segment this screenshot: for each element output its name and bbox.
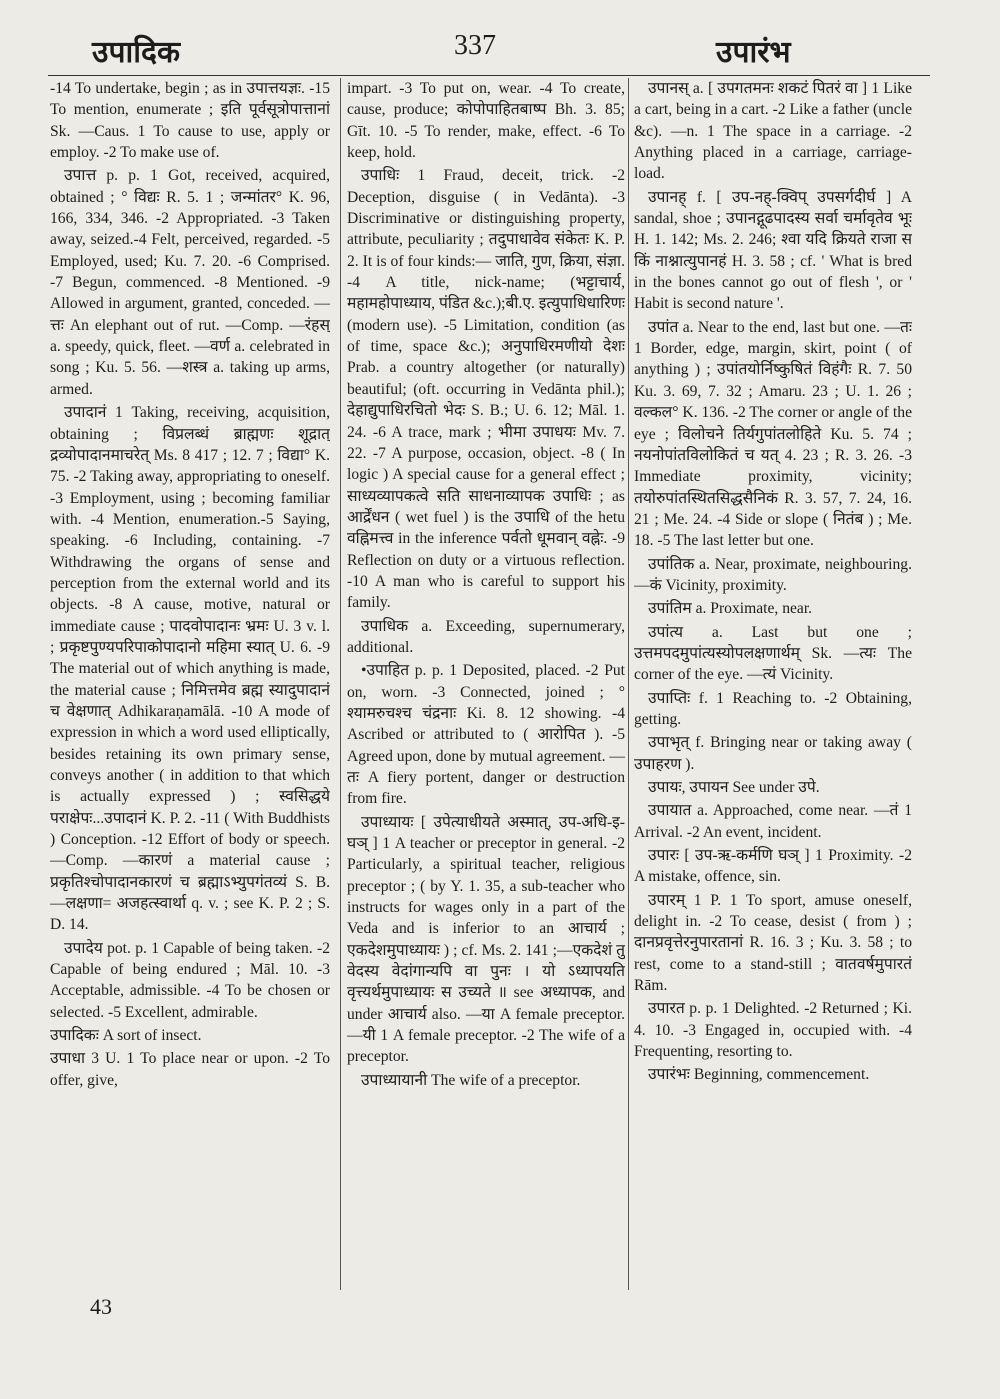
column-3 [634, 78, 912, 1290]
dictionary-entry: उपाधिः 1 Fraud, deceit, trick. -2 Deception, disguise ( in Vedānta). -3 Discriminative or distinguishing property, attribute, peculiarity ; तदुपाधावेव संकेतः K. P. 2. It is of four kinds:— जाति, गुण, क्रिया, संज्ञा. -4 A title, nick-name; (भट्टाचार्य, महामहोपाध्याय, पंडित &c.);बी.ए. इत्युपाधिधारिणः (modern use). -5 Limitation, condition (as of time, space &c.); अनुपाधिरमणीयो देशः Prab. a country altogether (or naturally) beautiful; (oft. occurring in Vedānta phil.); देहाद्युपाधिरचितो भेदः S. B.; U. 6. 12; Māl. 1. 24. -6 A trace, mark ; भीमा उपाधयः Mv. 7. 22. -7 A purpose, occasion, object. -8 ( In logic ) A special cause for a general effect ; साध्यव्यापकत्वे सति साधनाव्यापक उपाधिः ; as आर्द्रेंधन ( wet fuel ) is the उपाधि of the hetu वह्निमत्त्व in the inference पर्वतो धूमवान् वह्नेः. -9 Reflection on duty or a virtuous reflection. -10 A man who is careful to support his family. [347, 167, 625, 612]
dictionary-entry: उपांतिक a. Near, proximate, neighbouring. —कं Vicinity, proximity. [634, 555, 912, 594]
dictionary-entry: उपांतिम a. Proximate, near. [648, 600, 813, 618]
dictionary-entry: उपानह् f. [ उप-नह्-क्विप् उपसर्गदीर्घ ] A sandal, shoe ; उपानद्गूढपादस्य सर्वा चर्मावृतेव भूः H. 1. 142; Ms. 2. 246; श्वा यदि क्रियते राजा स किं नाश्नात्युपानहं H. 3. 58 ; cf. ' What is bred in the bones cannot go out of flesh ', or ' Habit is second nature '. [634, 188, 912, 313]
dictionary-entry: उपाधिक a. Exceeding, supernumerary, additional. [347, 617, 625, 656]
dictionary-entry: उपात्त p. p. 1 Got, received, acquired, obtained ; ° विद्यः R. 5. 1 ; जन्मांतर° K. 96, 166, 334, 346. -2 Appropriated. -3 Taken away, seized.-4 Felt, perceived, regarded. -5 Employed, used; Ku. 7. 20. -6 Comprised. -7 Begun, commenced. -8 Mentioned. -9 Allowed in argument, granted, conceded. —त्तः An elephant out of rut. —Comp. —रंहस् a. speedy, quick, fleet. —वर्ण a. celebrated in song ; Ku. 5. 56. —शस्त्र a. taking up arms, armed. [50, 167, 330, 398]
dictionary-entry: उपांत a. Near to the end, last but one. —तः 1 Border, edge, margin, skirt, point ( of anything ) ; उपांतयोर्निष्कुषितं विहंगैः R. 7. 50 Ku. 3. 69, 7. 32 ; Amaru. 23 ; U. 1. 26 ; वल्कल° K. 136. -2 The corner or angle of the eye ; विलोचने तिर्यगुपांतलोहिते Ku. 5. 74 ; नयनोपांतविलोकितं च यत् 4. 23 ; R. 3. 26. -3 Immediate proximity, vicinity; तयोरुपांतस्थितसिद्धसैनिकं R. 3. 57, 7. 24, 16. 21 ; Me. 24. -4 Side or slope ( नितंब ) ; Me. 18. -5 The last letter but one. [634, 318, 912, 550]
dictionary-entry: उपाभृत् f. Bringing near or taking away ( उपाहरण ). [634, 734, 912, 773]
header-rule [48, 75, 930, 76]
header-left-word: उपादिक [92, 36, 180, 69]
dictionary-entry: उपारम् 1 P. 1 To sport, amuse oneself, delight in. -2 To cease, desist ( from ) ; दानप्रवृत्तेरनुपारतानां R. 16. 3 ; Ku. 3. 58 ; to rest, come to a stand-still ; वातवर्षमुपारतं Rām. [634, 891, 912, 995]
signature-mark: 43 [90, 1294, 112, 1319]
dictionary-entry: •उपाहित p. p. 1 Deposited, placed. -2 Put on, worn. -3 Connected, joined ; ° श्यामरुचश्च चंद्रनाः Ki. 8. 12 showing. -4 Ascribed or attributed to ( आरोपित ). -5 Agreed upon, done by mutual agreement. —तः A fiery portent, danger or destruction from fire. [347, 662, 625, 808]
dictionary-entry: उपाधा 3 U. 1 To place near or upon. -2 To offer, give, [50, 1050, 330, 1089]
dictionary-entry: उपायः, उपायन See under उपे. [648, 779, 820, 796]
column-2 [347, 78, 625, 1290]
page-number: 337 [454, 30, 496, 61]
dictionary-entry: उपारत p. p. 1 Delighted. -2 Returned ; Ki. 4. 10. -3 Engaged in, occupied with. -4 Frequenting, resorting to. [634, 1000, 912, 1061]
dictionary-entry: उपारः [ उप-ऋ-कर्मणि घञ् ] 1 Proximity. -2 A mistake, offence, sin. [634, 847, 912, 886]
dictionary-entry: उपायात a. Approached, come near. —तं 1 Arrival. -2 An event, incident. [634, 802, 912, 841]
dictionary-entry: उपाध्यायानी The wife of a preceptor. [361, 1071, 581, 1089]
column-divider-1 [340, 78, 341, 1290]
dictionary-entry: उपाध्यायः [ उपेत्याधीयते अस्मात्, उप-अधि-इ-घञ् ] 1 A teacher or preceptor in general. -2 Particularly, a spiritual teacher, religious preceptor ; ( by Y. 1. 35, a sub-teacher who instructs for wages only in a part of the Veda and is inferior to an आचार्य ; एकदेशमुपाध्यायः ) ; cf. Ms. 2. 141 ;—एकदेशं तु वेदस्य वेदांगान्यपि वा पुनः । यो ऽध्यापयति वृत्त्यर्थमुपाध्यायः स उच्यते ॥ see अध्यापक, and under आचार्य also. —या A female preceptor. —यी 1 A female preceptor. -2 The wife of a preceptor. [347, 813, 625, 1066]
dictionary-entry: उपारंभः Beginning, commencement. [648, 1066, 870, 1084]
dictionary-entry: उपादेय pot. p. 1 Capable of being taken. -2 Capable of being endured ; Māl. 10. -3 Acceptable, admissible. -4 To be chosen or selected. -5 Excellent, admirable. [50, 939, 330, 1021]
header-right-word: उपारंभ [716, 36, 791, 69]
dictionary-entry: उपांत्य a. Last but one ; उत्तमपदमुपांत्यस्योपलक्षणार्थम् Sk. —त्यः The corner of the eye. —त्यं Vicinity. [634, 623, 912, 684]
dictionary-entry: -14 To undertake, begin ; as in उपात्तयज्ञः. -15 To mention, enumerate ; इति पूर्वसूत्रोपात्तानां Sk. —Caus. 1 To cause to use, apply or employ. -2 To make use of. [50, 80, 330, 162]
column-1 [50, 78, 330, 1290]
dictionary-entry: impart. -3 To put on, wear. -4 To create, cause, produce; कोपोपाहितबाष्प Bh. 3. 85; Gīt. 10. -5 To render, make, effect. -6 To keep, hold. [347, 80, 625, 162]
column-divider-2 [628, 78, 629, 1290]
dictionary-entry: उपाप्तिः f. 1 Reaching to. -2 Obtaining, getting. [634, 689, 912, 728]
dictionary-entry: उपादिकः A sort of insect. [50, 1027, 202, 1045]
dictionary-entry: उपादानं 1 Taking, receiving, acquisition, obtaining ; विप्रलब्धं ब्राह्मणः शूद्रात् द्रव्योपादानमाचरेत् Ms. 8 417 ; 12. 7 ; विद्या° K. 75. -2 Taking away, appropriating to oneself. -3 Employment, using ; becoming familiar with. -4 Mention, enumeration.-5 Saying, speaking. -6 Including, containing. -7 Withdrawing the organs of sense and perception from the external world and its objects. -8 A cause, motive, natural or immediate cause ; पादवोपादानः भ्रमः U. 3 v. l. ; प्रकृष्टपुण्यपरिपाकोपादानो महिमा स्यात् U. 6. -9 The material out of which anything is made, the material cause ; निमित्तमेव ब्रह्म स्यादुपादानं च वेक्षणात् Adhikaraṇamālā. -10 A mode of expression in which a word used elliptically, besides retaining its own primary sense, conveys another ( in addition to that which is actually expressed ) ; स्वसिद्धये पराक्षेपः...उपादानं K. P. 2. -11 ( With Buddhists ) Conception. -12 Effort of body or speech. —Comp. —कारणं a material cause ; प्रकृतिश्चोपादानकारणं च ब्रह्माऽभ्युपगंतव्यं S. B. —लक्षणा= अजहत्स्वार्था q. v. ; see K. P. 2 ; S. D. 14. [50, 404, 330, 934]
dictionary-entry: उपानस् a. [ उपगतमनः शकटं पितरं वा ] 1 Like a cart, being in a cart. -2 Like a father (uncle &c). —n. 1 The space in a carriage. -2 Anything placed in a carriage, carriage-load. [634, 80, 912, 183]
